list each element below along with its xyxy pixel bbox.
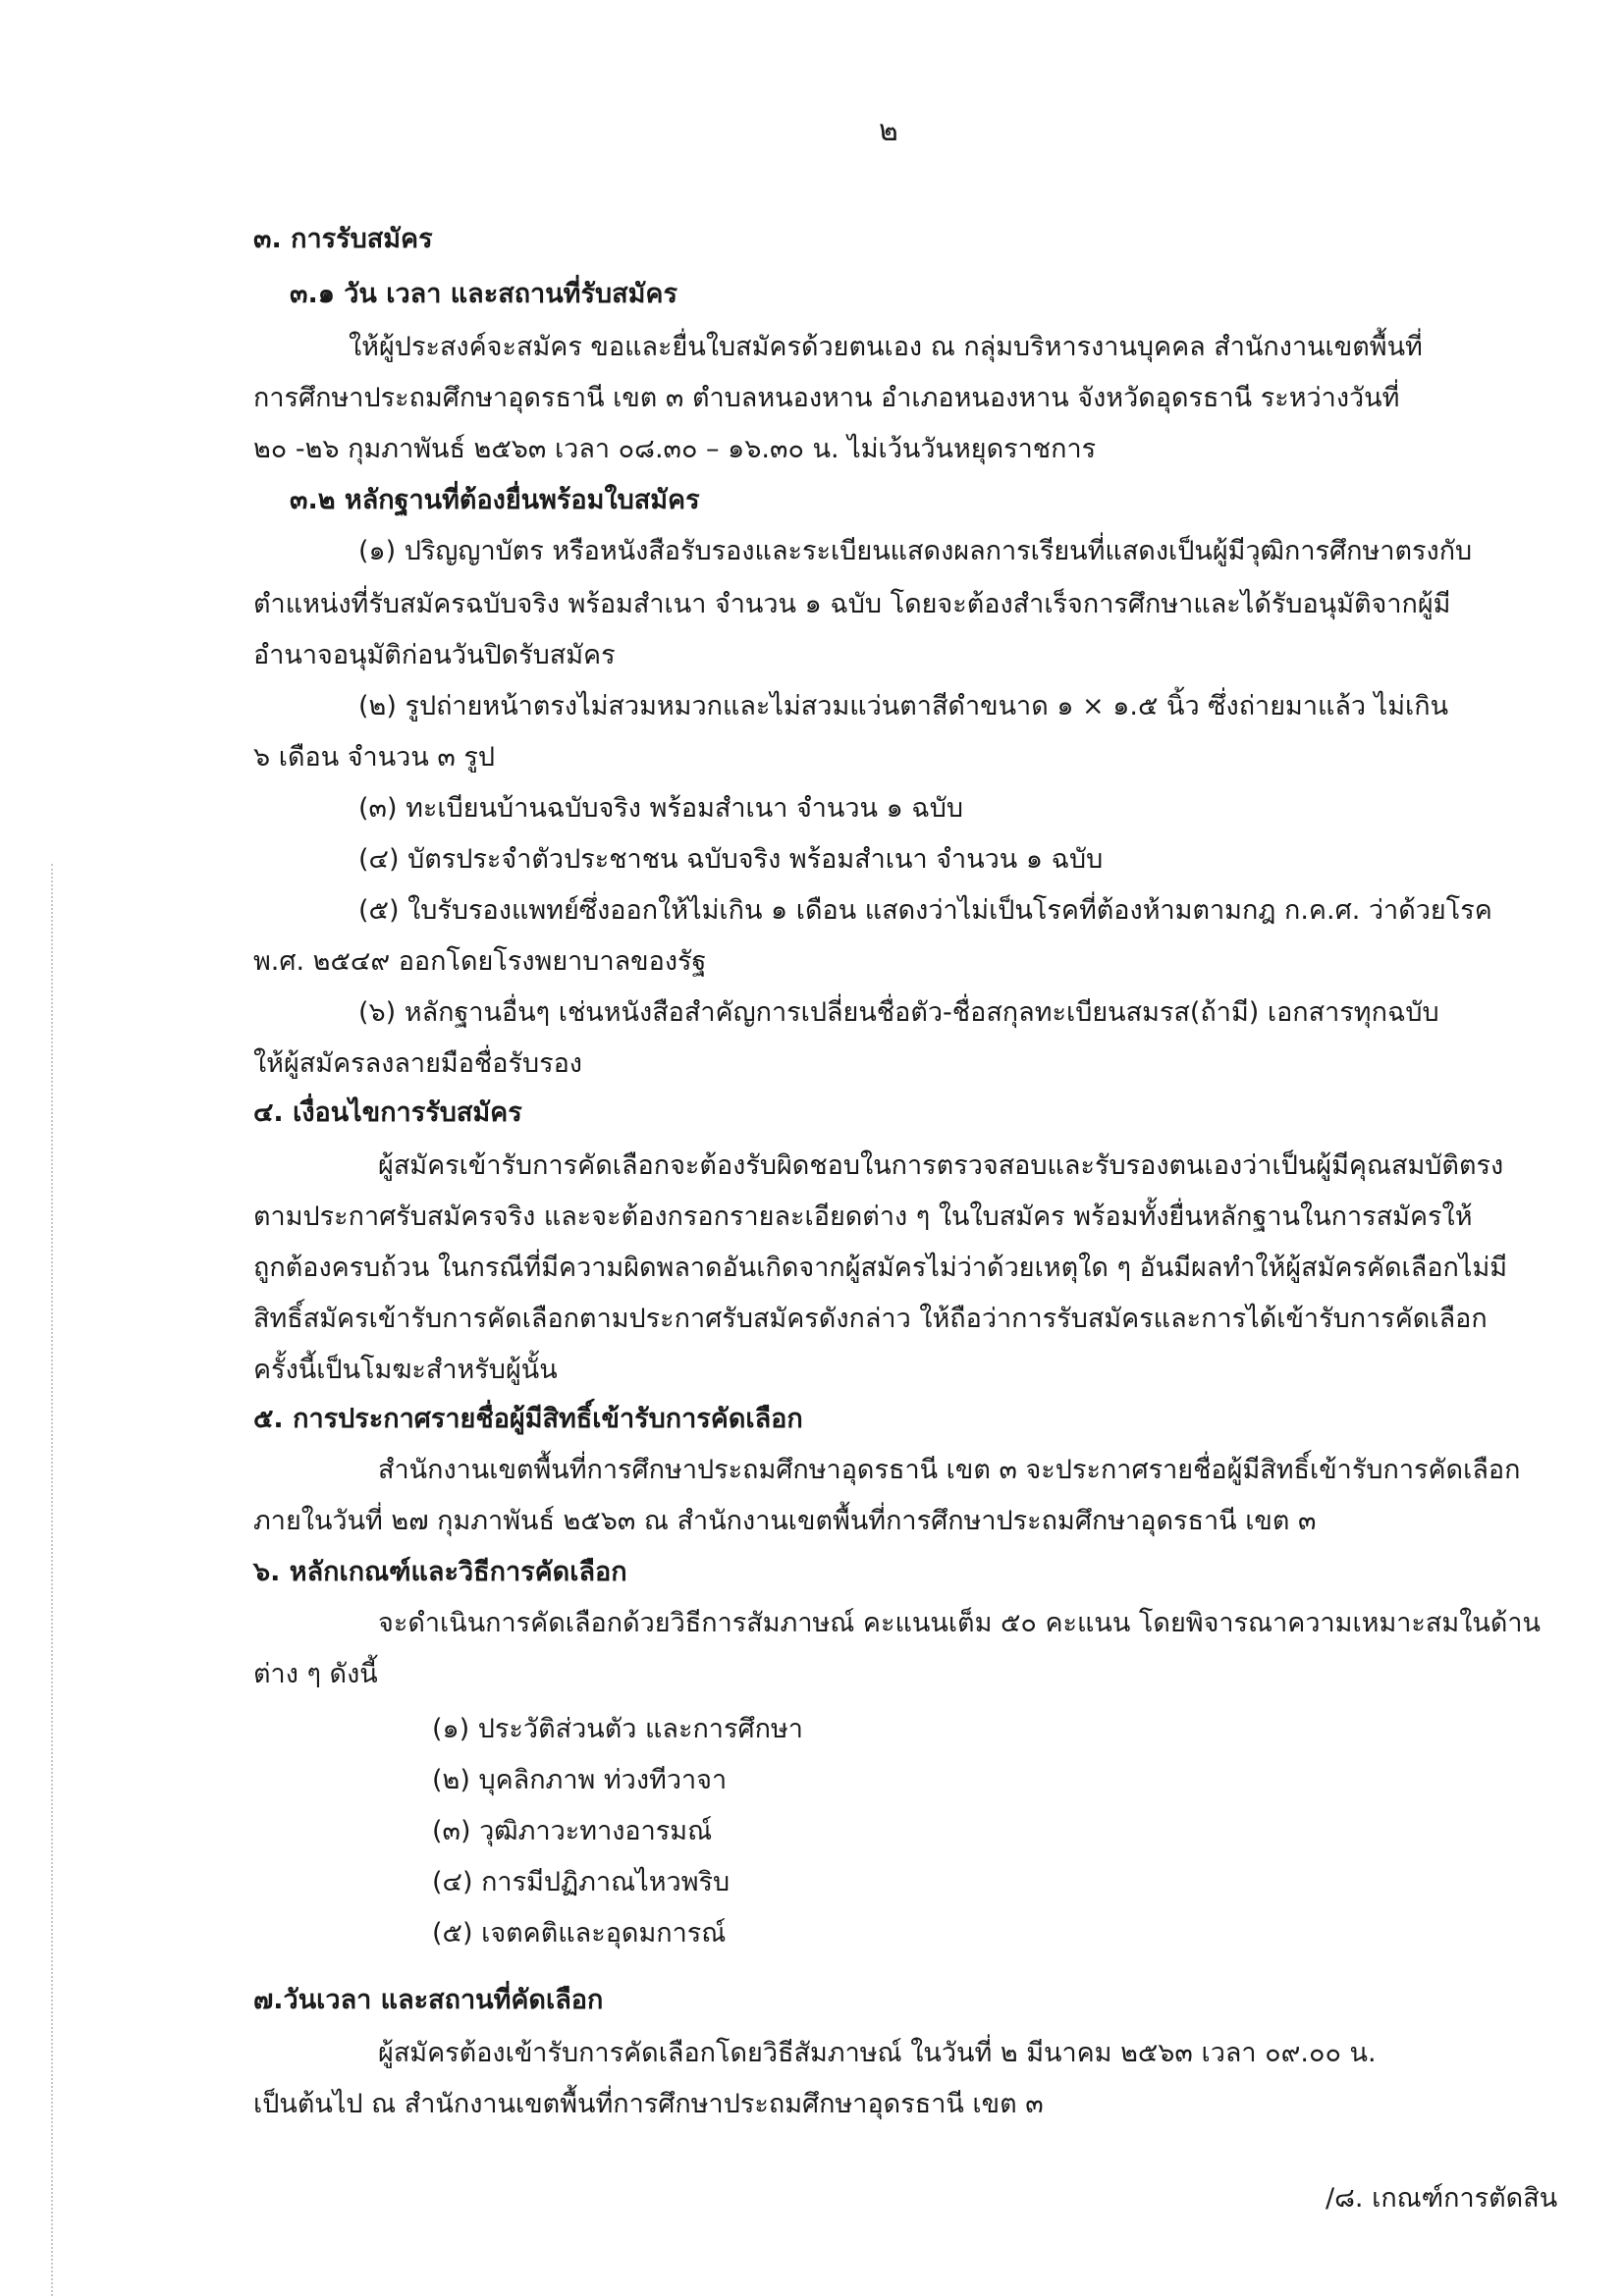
paragraph-line: ครั้งนี้เป็นโมฆะสำหรับผู้นั้น [253, 1355, 558, 1385]
section-3-1-heading: ๓.๑ วัน เวลา และสถานที่รับสมัคร [290, 279, 677, 309]
list-item: (๑) ปริญญาบัตร หรือหนังสือรับรองและระเบียนแสดงผลการเรียนที่แสดงเป็นผู้มีวุฒิการศึกษาตรงกับ [358, 536, 1473, 566]
paragraph-line: จะดำเนินการคัดเลือกด้วยวิธีการสัมภาษณ์ คะแนนเต็ม ๕๐ คะแนน โดยพิจารณาความเหมาะสมในด้าน [378, 1608, 1542, 1638]
section-6-heading: ๖. หลักเกณฑ์และวิธีการคัดเลือก [253, 1557, 627, 1587]
criteria-item: (๑) ประวัติส่วนตัว และการศึกษา [432, 1714, 803, 1744]
scan-edge-line [51, 864, 53, 2296]
paragraph-line: ต่าง ๆ ดังนี้ [253, 1659, 378, 1689]
paragraph-line: ผู้สมัครเข้ารับการคัดเลือกจะต้องรับผิดชอบในการตรวจสอบและรับรองตนเองว่าเป็นผู้มีคุณสมบัติตรง [378, 1150, 1504, 1181]
list-item: (๒) รูปถ่ายหน้าตรงไม่สวมหมวกและไม่สวมแว่นตาสีดำขนาด ๑ × ๑.๕ นิ้ว ซึ่งถ่ายมาแล้ว ไม่เกิน [358, 691, 1449, 721]
section-5-heading: ๕. การประกาศรายชื่อผู้มีสิทธิ์เข้ารับการคัดเลือก [253, 1404, 803, 1434]
section-4-heading: ๔. เงื่อนไขการรับสมัคร [253, 1097, 522, 1128]
list-item-continuation: ๖ เดือน จำนวน ๓ รูป [253, 742, 496, 773]
paragraph-line: ผู้สมัครต้องเข้ารับการคัดเลือกโดยวิธีสัมภาษณ์ ในวันที่ ๒ มีนาคม ๒๕๖๓ เวลา ๐๙.๐๐ น. [378, 2038, 1377, 2068]
list-item: (๓) ทะเบียนบ้านฉบับจริง พร้อมสำเนา จำนวน ๑ ฉบับ [358, 793, 963, 824]
section-7-heading: ๗.วันเวลา และสถานที่คัดเลือก [253, 1985, 604, 2015]
section-3-2-heading: ๓.๒ หลักฐานที่ต้องยื่นพร้อมใบสมัคร [290, 485, 700, 515]
list-item-continuation: พ.ศ. ๒๕๔๙ ออกโดยโรงพยาบาลของรัฐ [253, 946, 707, 977]
list-item: (๕) ใบรับรองแพทย์ซึ่งออกให้ไม่เกิน ๑ เดือน แสดงว่าไม่เป็นโรคที่ต้องห้ามตามกฎ ก.ค.ศ. ว่าด้วยโรค [358, 895, 1492, 926]
criteria-item: (๕) เจตคติและอุดมการณ์ [432, 1918, 727, 1949]
list-item: (๖) หลักฐานอื่นๆ เช่นหนังสือสำคัญการเปลี่ยนชื่อตัว-ชื่อสกุลทะเบียนสมรส(ถ้ามี) เอกสารทุกฉบับ [358, 997, 1439, 1028]
paragraph-line: เป็นต้นไป ณ สำนักงานเขตพื้นที่การศึกษาประถมศึกษาอุดรธานี เขต ๓ [253, 2089, 1044, 2119]
paragraph-line: ตามประกาศรับสมัครจริง และจะต้องกรอกรายละเอียดต่าง ๆ ในใบสมัคร พร้อมทั้งยื่นหลักฐานในการสมัครให้ [253, 1201, 1473, 1232]
paragraph-line: ถูกต้องครบถ้วน ในกรณีที่มีความผิดพลาดอันเกิดจากผู้สมัครไม่ว่าด้วยเหตุใด ๆ อันมีผลทำให้ผู้สมัครคัดเลือกไม่มี [253, 1253, 1508, 1283]
continuation-marker: /๘. เกณฑ์การตัดสิน [1326, 2183, 1558, 2214]
criteria-item: (๓) วุฒิภาวะทางอารมณ์ [432, 1816, 713, 1846]
paragraph-line: การศึกษาประถมศึกษาอุดรธานี เขต ๓ ตำบลหนองหาน อำเภอหนองหาน จังหวัดอุดรธานี ระหว่างวันที่ [253, 383, 1400, 413]
list-item-continuation: ตำแหน่งที่รับสมัครฉบับจริง พร้อมสำเนา จำนวน ๑ ฉบับ โดยจะต้องสำเร็จการศึกษาและได้รับอนุมัติจากผู้มี [253, 589, 1451, 619]
criteria-item: (๔) การมีปฏิภาณไหวพริบ [432, 1867, 731, 1897]
paragraph-line: ภายในวันที่ ๒๗ กุมภาพันธ์ ๒๕๖๓ ณ สำนักงานเขตพื้นที่การศึกษาประถมศึกษาอุดรธานี เขต ๓ [253, 1506, 1317, 1536]
list-item-continuation: ให้ผู้สมัครลงลายมือชื่อรับรอง [253, 1048, 582, 1079]
list-item-continuation: อำนาจอนุมัติก่อนวันปิดรับสมัคร [253, 640, 616, 670]
paragraph-line: ให้ผู้ประสงค์จะสมัคร ขอและยื่นใบสมัครด้วยตนเอง ณ กลุ่มบริหารงานบุคคล สำนักงานเขตพื้นที่ [349, 332, 1423, 362]
page-number: ๒ [879, 114, 898, 148]
list-item: (๔) บัตรประจำตัวประชาชน ฉบับจริง พร้อมสำเนา จำนวน ๑ ฉบับ [358, 844, 1104, 875]
paragraph-line: สิทธิ์สมัครเข้ารับการคัดเลือกตามประกาศรับสมัครดังกล่าว ให้ถือว่าการรับสมัครและการได้เข้ารับการคัดเลือก [253, 1304, 1488, 1334]
paragraph-line: สำนักงานเขตพื้นที่การศึกษาประถมศึกษาอุดรธานี เขต ๓ จะประกาศรายชื่อผู้มีสิทธิ์เข้ารับการคัดเลือก [378, 1455, 1521, 1485]
paragraph-line: ๒๐ -๒๖ กุมภาพันธ์ ๒๕๖๓ เวลา ๐๘.๓๐ – ๑๖.๓๐ น. ไม่เว้นวันหยุดราชการ [253, 434, 1097, 464]
section-3-heading: ๓. การรับสมัคร [253, 224, 433, 254]
criteria-item: (๒) บุคลิกภาพ ท่วงทีวาจา [432, 1765, 728, 1795]
